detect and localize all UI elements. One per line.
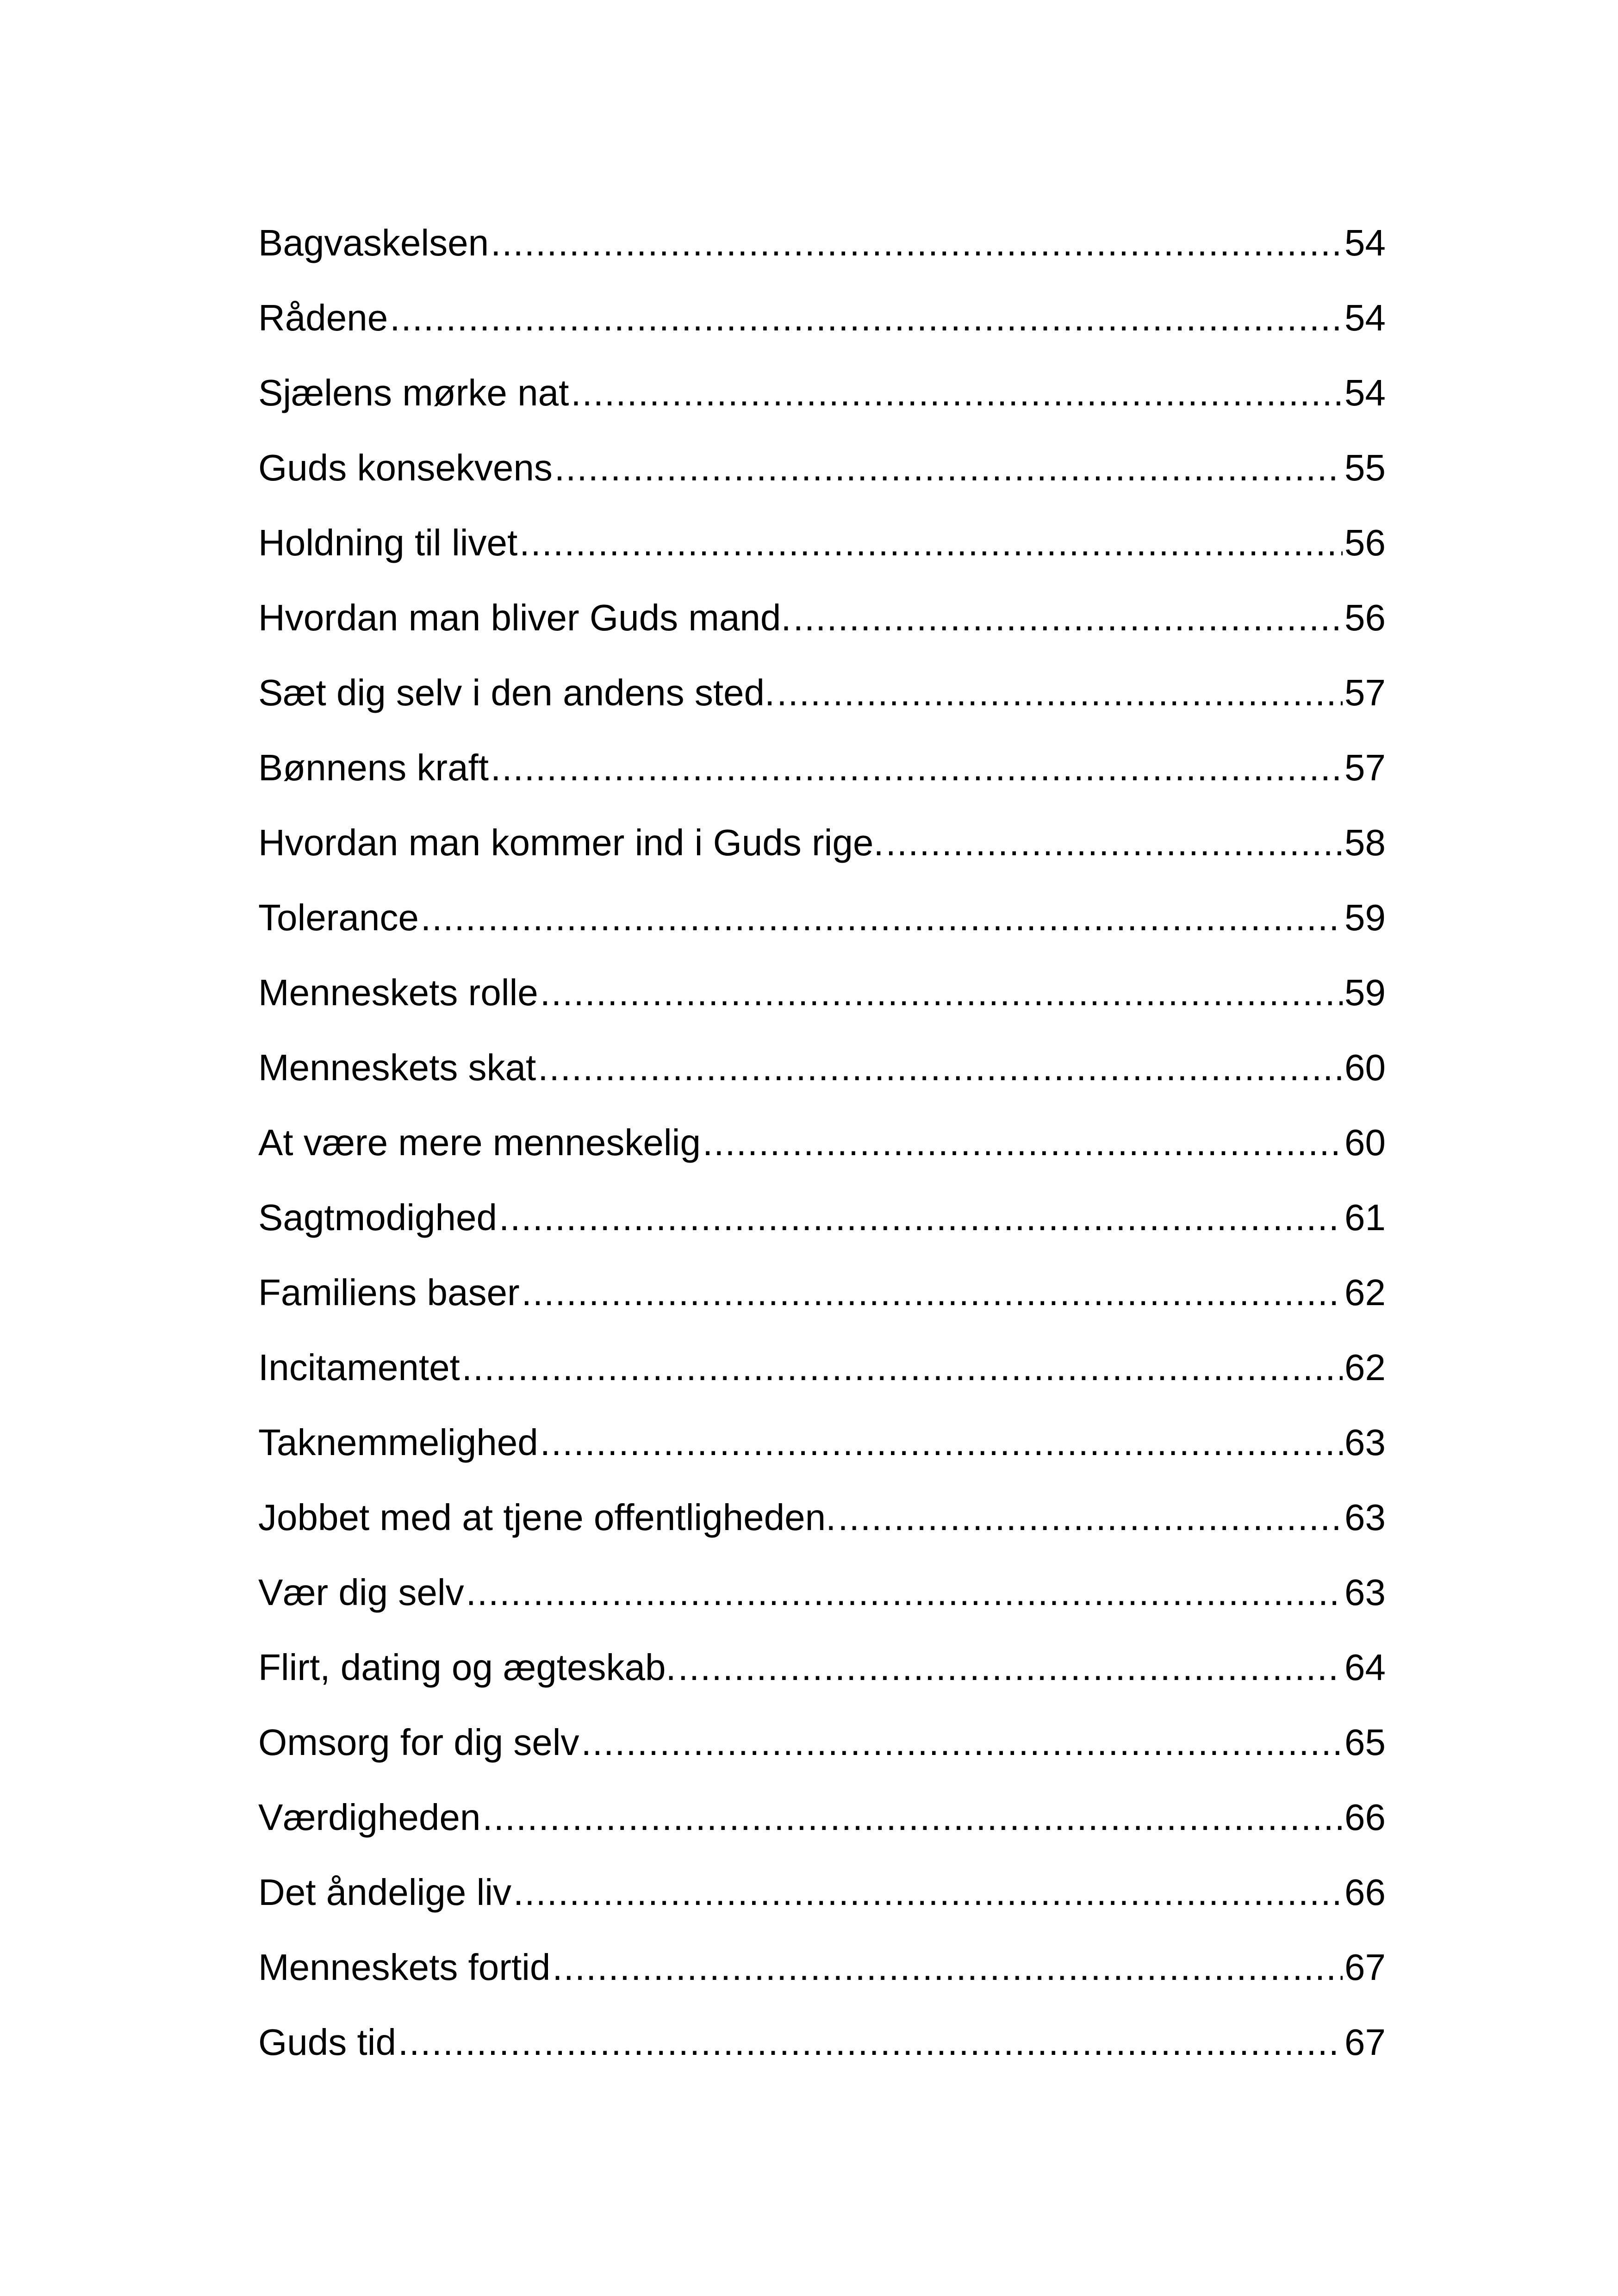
toc-entry-page: 55	[1344, 447, 1386, 488]
toc-entry-title: Sagtmodighed	[258, 1197, 497, 1238]
dot-leader	[522, 1260, 1343, 1325]
toc-entry[interactable]	[258, 1560, 1386, 1635]
toc-entry-page: 54	[1344, 372, 1386, 413]
toc-entry-title: Familiens baser	[258, 1272, 520, 1313]
toc-entry-page: 66	[1344, 1872, 1386, 1913]
toc-entry[interactable]	[258, 211, 1386, 286]
toc-entry-page: 60	[1344, 1047, 1386, 1088]
toc-entry[interactable]	[258, 1785, 1386, 1860]
toc-entry[interactable]	[258, 1635, 1386, 1710]
toc-entry-page: 67	[1344, 2022, 1386, 2063]
toc-entry-page: 63	[1344, 1422, 1386, 1463]
dot-leader	[793, 585, 1343, 650]
toc-entry-page: 63	[1344, 1572, 1386, 1613]
toc-entry-title: Rådene	[258, 297, 388, 338]
toc-entry-page: 67	[1344, 1947, 1386, 1988]
dot-leader	[886, 810, 1343, 875]
toc-entry-page: 57	[1344, 672, 1386, 713]
dot-leader	[552, 1935, 1343, 2000]
toc-entry-page: 54	[1344, 222, 1386, 263]
toc-entry[interactable]	[258, 1860, 1386, 1935]
toc-entry-page: 66	[1344, 1797, 1386, 1838]
dot-leader	[491, 735, 1343, 800]
toc-entry-title: Omsorg for dig selv	[258, 1722, 579, 1763]
toc-entry-title: Menneskets skat	[258, 1047, 536, 1088]
toc-entry-title: Tolerance	[258, 897, 419, 938]
toc-entry-page: 59	[1344, 972, 1386, 1013]
table-of-contents	[258, 211, 1386, 2085]
toc-entry-page: 56	[1344, 522, 1386, 563]
toc-entry[interactable]	[258, 510, 1386, 585]
dot-leader	[491, 211, 1343, 275]
toc-entry[interactable]	[258, 1260, 1386, 1335]
toc-entry-page: 56	[1344, 597, 1386, 638]
toc-entry-page: 62	[1344, 1347, 1386, 1388]
toc-entry-page: 59	[1344, 897, 1386, 938]
toc-entry-title: Taknemmelighed	[258, 1422, 538, 1463]
toc-entry[interactable]	[258, 1335, 1386, 1410]
toc-entry[interactable]	[258, 1410, 1386, 1485]
toc-entry[interactable]	[258, 735, 1386, 810]
toc-entry[interactable]	[258, 1185, 1386, 1260]
toc-entry-title: Menneskets fortid	[258, 1947, 551, 1988]
toc-entry[interactable]	[258, 286, 1386, 361]
toc-entry-title: At være mere menneskelig	[258, 1122, 701, 1163]
toc-entry[interactable]	[258, 361, 1386, 436]
toc-entry-page: 65	[1344, 1722, 1386, 1763]
dot-leader	[838, 1485, 1343, 1550]
toc-entry-title: Jobbet med at tjene offentligheden.	[258, 1497, 836, 1538]
toc-entry[interactable]	[258, 1110, 1386, 1185]
dot-leader	[421, 885, 1343, 950]
toc-entry-page: 54	[1344, 297, 1386, 338]
toc-entry-title: Sjælens mørke nat	[258, 372, 569, 413]
dot-leader	[581, 1710, 1343, 1775]
toc-entry[interactable]	[258, 960, 1386, 1035]
toc-entry-page: 64	[1344, 1647, 1386, 1688]
toc-entry[interactable]	[258, 585, 1386, 660]
toc-entry[interactable]	[258, 660, 1386, 735]
toc-entry[interactable]	[258, 2010, 1386, 2085]
dot-leader	[398, 2010, 1343, 2075]
dot-leader	[678, 1635, 1343, 1700]
toc-entry-page: 61	[1344, 1197, 1386, 1238]
toc-entry-title: Værdigheden	[258, 1797, 481, 1838]
toc-entry-title: Guds konsekvens	[258, 447, 553, 488]
dot-leader	[571, 361, 1343, 425]
toc-entry[interactable]	[258, 1710, 1386, 1785]
toc-entry[interactable]	[258, 1035, 1386, 1110]
dot-leader	[390, 286, 1343, 350]
toc-entry-title: Vær dig selv	[258, 1572, 464, 1613]
toc-entry-page: 63	[1344, 1497, 1386, 1538]
dot-leader	[540, 960, 1343, 1025]
dot-leader	[540, 1410, 1343, 1475]
toc-entry[interactable]	[258, 1935, 1386, 2010]
toc-entry-title: Menneskets rolle	[258, 972, 538, 1013]
toc-entry-page: 60	[1344, 1122, 1386, 1163]
toc-entry-title: Flirt, dating og ægteskab.	[258, 1647, 676, 1688]
toc-entry-title: Bagvaskelsen	[258, 222, 489, 263]
dot-leader	[462, 1335, 1343, 1400]
toc-entry[interactable]	[258, 1485, 1386, 1560]
toc-entry-title: Guds tid	[258, 2022, 396, 2063]
toc-entry-title: Sæt dig selv i den andens sted.	[258, 672, 775, 713]
dot-leader	[777, 660, 1343, 725]
dot-leader	[554, 436, 1343, 500]
toc-entry[interactable]	[258, 885, 1386, 960]
dot-leader	[703, 1110, 1343, 1175]
toc-entry-title: Bønnens kraft	[258, 747, 489, 788]
toc-entry-title: Det åndelige liv	[258, 1872, 511, 1913]
dot-leader	[538, 1035, 1343, 1100]
dot-leader	[513, 1860, 1343, 1925]
dot-leader	[499, 1185, 1343, 1250]
dot-leader	[519, 510, 1343, 575]
toc-entry-title: Hvordan man bliver Guds mand.	[258, 597, 791, 638]
toc-entry-title: Incitamentet	[258, 1347, 460, 1388]
toc-entry-page: 57	[1344, 747, 1386, 788]
toc-entry-page: 62	[1344, 1272, 1386, 1313]
toc-entry-title: Holdning til livet	[258, 522, 518, 563]
dot-leader	[466, 1560, 1343, 1625]
toc-entry-page: 58	[1344, 822, 1386, 863]
dot-leader	[482, 1785, 1343, 1850]
toc-entry[interactable]	[258, 436, 1386, 510]
toc-entry[interactable]	[258, 810, 1386, 885]
toc-entry-title: Hvordan man kommer ind i Guds rige.	[258, 822, 884, 863]
